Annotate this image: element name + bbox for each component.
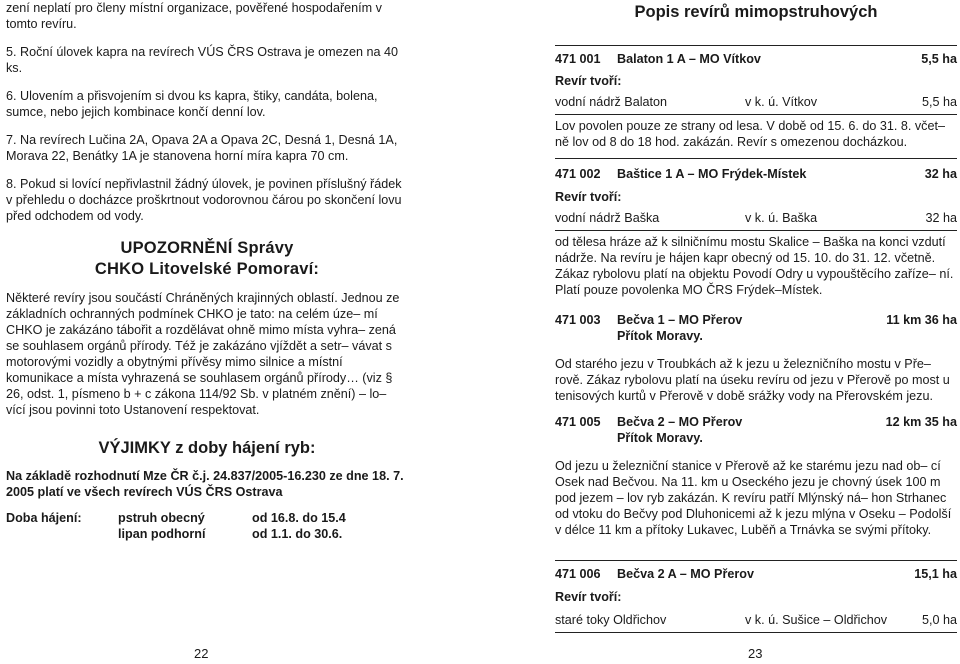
water-length: 5,5 ha bbox=[921, 95, 957, 109]
intro-text: zení neplatí pro členy místní organizace, pověřené hospodařením v tomto revíru. bbox=[6, 1, 382, 31]
entry-heading bbox=[555, 414, 957, 430]
rule-6: 6. Ulovením a přisvojením si dvou ks kapra, štiky, candáta, bolena, sumce, nebo jejich kombinace končí denní lov. bbox=[6, 89, 378, 119]
rule-7: 7. Na revírech Lučina 2A, Opava 2A a Opava 2C, Desná 1, Desná 1A, Morava 22, Benátky 1A je stanovena horní míra kapra 70 cm. bbox=[6, 133, 398, 163]
entry-code: 471 001 bbox=[555, 52, 601, 66]
rule-5: 5. Roční úlovek kapra na revírech VÚS ČRS Ostrava je omezen na 40 ks. bbox=[6, 45, 398, 75]
season-fish-1: pstruh obecný bbox=[118, 511, 205, 525]
entry-code: 471 002 bbox=[555, 167, 601, 181]
entry-length: 11 km 36 ha bbox=[886, 313, 957, 327]
entry-code: 471 003 bbox=[555, 313, 601, 327]
entry-heading bbox=[555, 166, 957, 182]
entry-water-row bbox=[555, 612, 957, 628]
season-period-1: od 16.8. do 15.4 bbox=[252, 511, 346, 525]
entry-creator-label: Revír tvoří: bbox=[555, 190, 622, 204]
entry-text: Lov povolen pouze ze strany od lesa. V době od 15. 6. do 31. 8. včet– ně lov od 8 do 18 hod. zakázán. Revír s omezenou docházkou. bbox=[555, 119, 945, 149]
warning-section bbox=[6, 238, 408, 418]
section-header bbox=[555, 0, 957, 25]
entry-heading bbox=[555, 566, 957, 582]
entry-471-002 bbox=[555, 158, 957, 298]
entry-subtitle: Přítok Moravy. bbox=[617, 329, 703, 343]
entry-471-006 bbox=[555, 560, 957, 633]
entry-length: 5,5 ha bbox=[921, 52, 957, 66]
entry-471-001 bbox=[555, 45, 957, 150]
entry-creator-label: Revír tvoří: bbox=[555, 74, 622, 88]
entry-water-row bbox=[555, 94, 957, 110]
water-name: vodní nádrž Balaton bbox=[555, 95, 668, 109]
entry-creator-label: Revír tvoří: bbox=[555, 590, 622, 604]
warning-subtitle: CHKO Litovelské Pomoraví: bbox=[94, 260, 320, 278]
warning-title: UPOZORNĚNÍ Správy bbox=[120, 239, 294, 257]
entry-code: 471 005 bbox=[555, 415, 601, 429]
decision-text: Na základě rozhodnutí Mze ČR č.j. 24.837/2005-16.230 ze dne 18. 7. 2005 platí ve všech revírech VÚS ČRS Ostrava bbox=[6, 469, 404, 499]
entry-text: Od jezu u železniční stanice v Přerově až ke starému jezu nad ob– cí Osek nad Bečvou. Na 11. km u Oseckého jezu je chovný úsek 100 m pod jezem – lov ryb zakázán. K revíru patří Mlýnský ná– hon Strhanec od vtoku do Bečvy pod Dluhonicemi až k jezu mlýna v Oseku – Podolší v délce 11 km a přítoky Lukavec, Luběň a Trnávka se svými přítoky. bbox=[555, 459, 952, 537]
exceptions-title: VÝJIMKY z doby hájení ryb: bbox=[98, 439, 316, 457]
water-length: 5,0 ha bbox=[921, 613, 957, 627]
rule-8: 8. Pokud si lovící nepřivlastnil žádný úlovek, je povinen příslušný řádek v přehledu o docházce proškrtnout vodorovnou čárou po skončení lovu před odchodem od vody. bbox=[6, 177, 402, 223]
entry-length: 32 ha bbox=[924, 167, 957, 181]
entry-text: Od starého jezu v Troubkách až k jezu u železničního mostu v Pře– rově. Zákaz rybolovu platí na úseku revíru od jezu v Přerově po most u tenisových kurtů v Přerově v době srážky vody na Přerovském jezu. bbox=[555, 357, 950, 403]
water-cadastre: v k. ú. Sušice – Oldřichov bbox=[745, 613, 888, 627]
closed-season-table bbox=[6, 510, 408, 542]
entry-name: Balaton 1 A – MO Vítkov bbox=[617, 52, 761, 66]
water-name: staré toky Oldřichov bbox=[555, 613, 667, 627]
season-period-2: od 1.1. do 30.6. bbox=[252, 527, 343, 541]
entry-subtitle: Přítok Moravy. bbox=[617, 431, 703, 445]
left-column bbox=[6, 0, 408, 236]
entry-name: Bečva 2 – MO Přerov bbox=[617, 415, 743, 429]
page-number-left: 22 bbox=[194, 646, 209, 661]
entry-name: Baštice 1 A – MO Frýdek-Místek bbox=[617, 167, 807, 181]
entry-length: 12 km 35 ha bbox=[885, 415, 957, 429]
entry-471-005 bbox=[555, 414, 957, 538]
water-name: vodní nádrž Baška bbox=[555, 211, 660, 225]
page-number-right: 23 bbox=[748, 646, 763, 661]
season-label: Doba hájení: bbox=[6, 511, 82, 525]
entry-name: Bečva 1 – MO Přerov bbox=[617, 313, 743, 327]
water-cadastre: v k. ú. Baška bbox=[745, 211, 818, 225]
entry-heading bbox=[555, 51, 957, 67]
exceptions-section bbox=[6, 438, 408, 542]
water-cadastre: v k. ú. Vítkov bbox=[745, 95, 818, 109]
section-title: Popis revírů mimopstruhových bbox=[634, 3, 878, 21]
entry-code: 471 006 bbox=[555, 567, 601, 581]
water-length: 32 ha bbox=[925, 211, 957, 225]
entry-water-row bbox=[555, 210, 957, 226]
entry-length: 15,1 ha bbox=[914, 567, 957, 581]
entry-text: od tělesa hráze až k silničnímu mostu Skalice – Baška na konci vzdutí nádrže. Na revíru je hájen kapr obecný od 15. 10. do 31. 12. včetně. Zákaz rybolovu platí na objektu Povodí Odry u vypouštěcího zaříze– ní. Platí pouze povolenka MO ČRS Frýdek–Místek. bbox=[555, 235, 954, 297]
entry-heading bbox=[555, 312, 957, 328]
warning-text: Některé revíry jsou součástí Chráněných krajinných oblastí. Jednou ze základních ochranných podmínek CHKO je tato: na celém úze– mí CHKO je zakázáno tábořit a rozdělávat ohně mimo místa vyhra– zená se souhlasem orgánů přírody. Též je zakázáno vjíždět a setr– vávat s motorovými vozidly a obytnými přívěsy mimo silnice a místní komunikace a místa vyhrazená se souhlasem orgánů přírody… (viz § 26, odst. 1, písmeno b + c zákona 114/92 Sb. v platném znění) – lo– vící jsou povinni toto Ustanovení respektovat. bbox=[6, 291, 400, 417]
entry-name: Bečva 2 A – MO Přerov bbox=[617, 567, 754, 581]
season-fish-2: lipan podhorní bbox=[118, 527, 206, 541]
entry-471-003 bbox=[555, 312, 957, 404]
